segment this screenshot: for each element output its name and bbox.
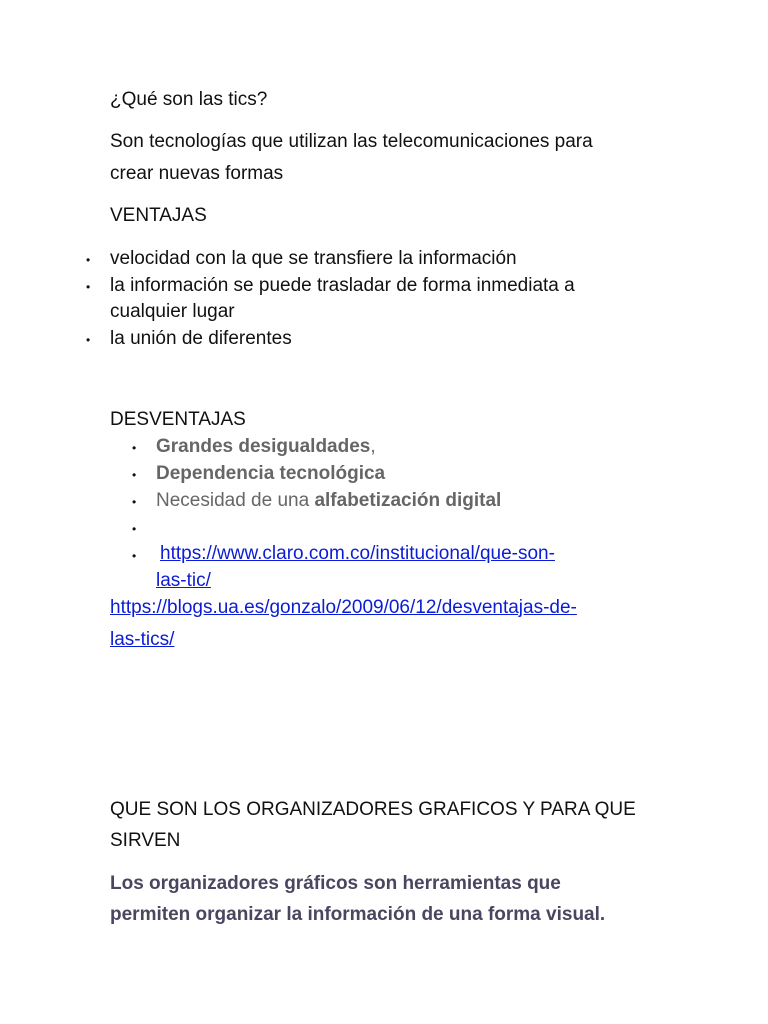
desventaja-item-3-bold: alfabetización digital	[314, 490, 502, 511]
link-claro[interactable]: https://www.claro.com.co/institucional/que-son-	[160, 543, 555, 564]
bullet-icon: •	[132, 441, 137, 455]
ventaja-item-1: velocidad con la que se transfiere la información	[110, 248, 517, 269]
organizadores-body-line-2: permiten organizar la información de una forma visual.	[110, 904, 606, 925]
bullet-icon: •	[132, 495, 137, 509]
ventajas-heading: VENTAJAS	[110, 205, 207, 226]
question-heading: ¿Qué son las tics?	[110, 89, 268, 110]
answer-line-1: Son tecnologías que utilizan las telecomunicaciones para	[110, 131, 593, 152]
organizadores-heading-line-2: SIRVEN	[110, 830, 181, 851]
bullet-icon: •	[86, 253, 91, 267]
desventaja-item-1-bold: Grandes desigualdades	[156, 436, 371, 457]
bullet-icon: •	[86, 333, 91, 347]
bullet-icon: •	[132, 468, 137, 482]
desventaja-item-2: Dependencia tecnológica	[156, 463, 386, 484]
organizadores-heading-line-1: QUE SON LOS ORGANIZADORES GRAFICOS Y PARA QUE	[110, 799, 636, 820]
bullet-icon: •	[132, 522, 137, 536]
bullet-icon: •	[132, 549, 137, 563]
link-claro-cont[interactable]: las-tic/	[156, 570, 211, 591]
desventaja-item-3	[156, 490, 501, 512]
organizadores-body-line-1: Los organizadores gráficos son herramientas que	[110, 873, 561, 894]
ventaja-item-2-cont: cualquier lugar	[110, 301, 235, 322]
desventaja-item-1-comma: ,	[370, 436, 376, 457]
bullet-icon: •	[86, 280, 91, 294]
desventaja-item-1	[156, 436, 376, 458]
desventaja-item-3-plain: Necesidad de una	[156, 490, 315, 511]
ventaja-item-3: la unión de diferentes	[110, 328, 292, 349]
desventajas-heading: DESVENTAJAS	[110, 409, 246, 430]
ventaja-item-2: la información se puede trasladar de forma inmediata a	[110, 275, 575, 296]
link-blogs-ua-cont[interactable]: las-tics/	[110, 629, 175, 650]
link-blogs-ua[interactable]: https://blogs.ua.es/gonzalo/2009/06/12/desventajas-de-	[110, 597, 577, 618]
answer-line-2: crear nuevas formas	[110, 163, 284, 184]
